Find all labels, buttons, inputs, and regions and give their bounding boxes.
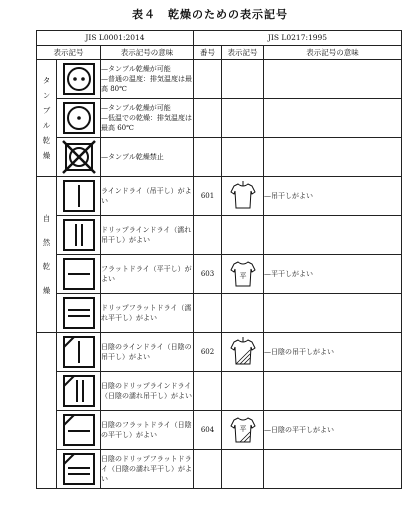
number-cell: 601 — [194, 177, 222, 216]
category-natural-label: 自 然 乾 燥 — [42, 213, 51, 295]
shade-drip-flat-dry-icon — [57, 450, 101, 489]
meaning-text: フラットドライ（平干し）がよい — [101, 265, 192, 283]
drying-symbols-table — [36, 30, 402, 489]
shade-hanging-shirt-icon — [222, 333, 264, 372]
header-symbol-old: 表示記号 — [222, 46, 264, 60]
meaning-cell — [101, 216, 194, 255]
table-title: 表４ 乾燥のための表示記号 — [132, 8, 288, 21]
old-meaning-cell: —吊干しがよい — [264, 177, 402, 216]
header-jis-1995: JIS L0217:1995 — [194, 31, 402, 46]
meaning-cell — [101, 450, 194, 489]
number-cell: 604 — [194, 411, 222, 450]
meaning-cell — [101, 177, 194, 216]
meaning-text: —タンブル乾燥が可能 —低温での乾燥：排気温度は最高 60℃ — [101, 104, 192, 132]
meaning-cell — [101, 60, 194, 99]
header-symbol: 表示記号 — [37, 46, 101, 60]
meaning-text: 日陰のドリップラインドライ（日陰の濡れ吊干し）がよい — [101, 382, 192, 400]
header-meaning-old: 表示記号の意味 — [264, 46, 402, 60]
flat-shirt-icon — [222, 255, 264, 294]
number-cell: 603 — [194, 255, 222, 294]
old-meaning-cell: —日陰の平干しがよい — [264, 411, 402, 450]
number-cell: 602 — [194, 333, 222, 372]
meaning-cell — [101, 294, 194, 333]
tumble-dry-two-dots-icon — [57, 60, 101, 99]
meaning-cell — [101, 333, 194, 372]
meaning-text: —タンブル乾燥が可能 —普通の温度：排気温度は最高 80℃ — [101, 65, 192, 93]
flat-label: 平 — [239, 425, 246, 433]
meaning-cell — [101, 411, 194, 450]
hanging-shirt-icon — [222, 177, 264, 216]
meaning-text: ドリップラインドライ（濡れ吊干し）がよい — [101, 226, 192, 244]
old-meaning-cell: —平干しがよい — [264, 255, 402, 294]
meaning-text: 日陰のラインドライ（日陰の吊干し）がよい — [101, 343, 192, 361]
shade-drip-line-dry-icon — [57, 372, 101, 411]
meaning-text: ドリップフラットドライ（濡れ平干し）がよい — [101, 304, 192, 322]
old-meaning-cell: —日陰の吊干しがよい — [264, 333, 402, 372]
shade-flat-dry-icon — [57, 411, 101, 450]
category-tumble-label: タ ン ブ ル 乾 燥 — [42, 75, 51, 160]
header-jis-2014: JIS L0001:2014 — [37, 31, 194, 46]
meaning-text: 日陰のドリップフラットドライ（日陰の濡れ平干し）がよい — [101, 455, 192, 483]
meaning-text: ラインドライ（吊干し）がよい — [101, 187, 192, 205]
meaning-cell — [101, 372, 194, 411]
flat-dry-icon — [57, 255, 101, 294]
meaning-text: —タンブル乾燥禁止 — [101, 153, 164, 161]
header-number: 番号 — [194, 46, 222, 60]
category-natural — [37, 177, 57, 333]
header-meaning: 表示記号の意味 — [101, 46, 194, 60]
meaning-cell — [101, 255, 194, 294]
drip-line-dry-icon — [57, 216, 101, 255]
tumble-dry-one-dot-icon — [57, 99, 101, 138]
shade-flat-shirt-icon — [222, 411, 264, 450]
meaning-text: 日陰のフラットドライ（日陰の平干し）がよい — [101, 421, 192, 439]
category-shade — [37, 333, 57, 489]
shade-line-dry-icon — [57, 333, 101, 372]
drip-flat-dry-icon — [57, 294, 101, 333]
category-tumble — [37, 60, 57, 177]
tumble-dry-prohibited-icon — [57, 138, 101, 177]
meaning-cell — [101, 99, 194, 138]
line-dry-icon — [57, 177, 101, 216]
meaning-cell — [101, 138, 194, 177]
flat-label: 平 — [239, 272, 246, 280]
